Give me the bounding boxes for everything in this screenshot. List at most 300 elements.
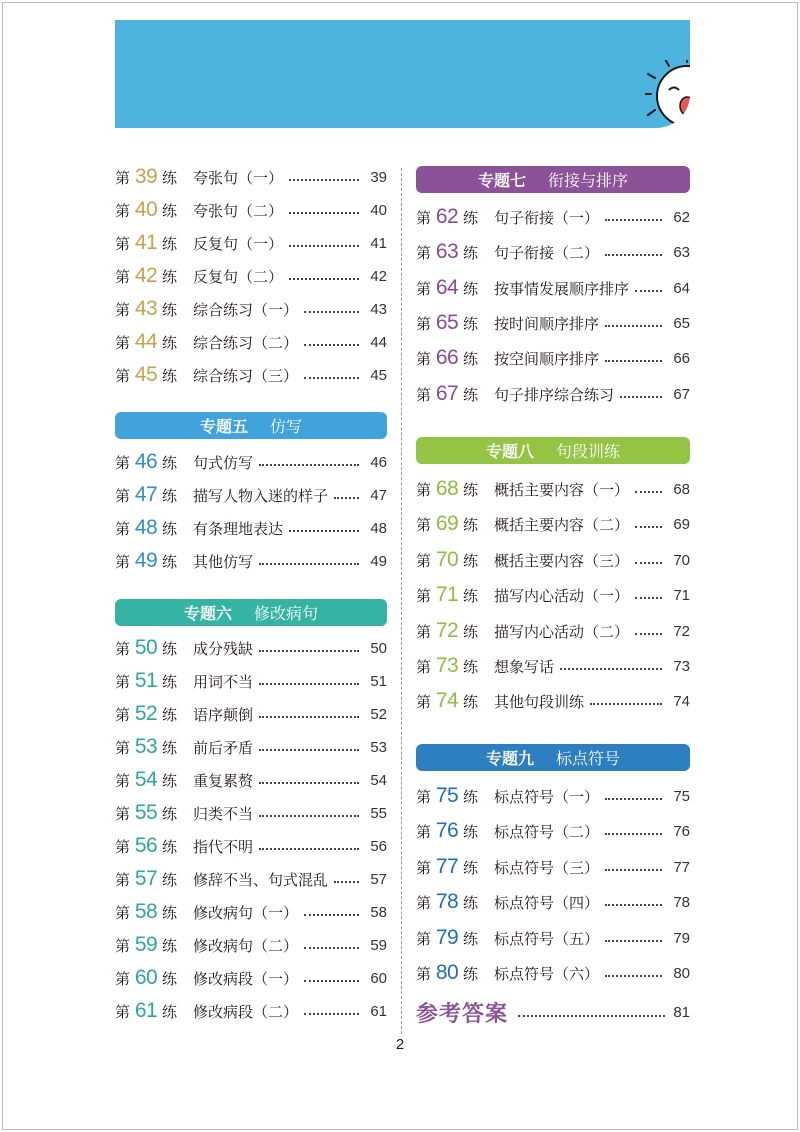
toc-entry-39[interactable] — [115, 162, 387, 192]
page-ref: 50 — [370, 639, 387, 657]
lian-label: 练 — [162, 234, 178, 253]
lian-label: 练 — [162, 519, 178, 538]
toc-entry-69[interactable] — [416, 509, 690, 539]
di-label: 第 — [115, 552, 131, 571]
di-label: 第 — [115, 639, 131, 658]
page-ref: 46 — [370, 453, 387, 471]
exercise-title: 按时间顺序排序 — [494, 314, 600, 333]
page-ref: 55 — [370, 804, 387, 822]
leader-dots — [304, 914, 359, 916]
topic-name: 标点符号 — [556, 749, 621, 768]
exercise-number: 74 — [435, 689, 459, 712]
di-label: 第 — [115, 366, 131, 385]
toc-entry-43[interactable] — [115, 294, 387, 324]
di-label: 第 — [115, 771, 131, 790]
toc-entry-40[interactable] — [115, 195, 387, 225]
exercise-number: 75 — [435, 784, 459, 807]
page-ref: 54 — [370, 771, 387, 789]
toc-entry-60[interactable] — [115, 963, 387, 993]
exercise-number: 45 — [134, 363, 158, 386]
exercise-number: 47 — [134, 483, 158, 506]
leader-dots — [605, 254, 662, 256]
lian-label: 练 — [162, 267, 178, 286]
toc-entry-53[interactable] — [115, 732, 387, 762]
toc-entry-73[interactable] — [416, 651, 690, 681]
toc-entry-41[interactable] — [115, 228, 387, 258]
page-ref: 72 — [673, 622, 690, 640]
di-label: 第 — [416, 385, 432, 404]
toc-entry-45[interactable] — [115, 360, 387, 390]
page-ref: 43 — [370, 300, 387, 318]
answers-title: 参考答案 — [416, 1001, 509, 1027]
leader-dots — [289, 530, 359, 532]
leader-dots — [334, 881, 359, 883]
leader-dots — [289, 179, 359, 181]
page-ref: 74 — [673, 692, 690, 710]
toc-entry-57[interactable] — [115, 864, 387, 894]
exercise-number: 52 — [134, 702, 158, 725]
toc-entry-79[interactable] — [416, 923, 690, 953]
page-ref: 60 — [370, 969, 387, 987]
di-label: 第 — [115, 300, 131, 319]
exercise-number: 59 — [134, 933, 158, 956]
lian-label: 练 — [162, 771, 178, 790]
di-label: 第 — [416, 208, 432, 227]
di-label: 第 — [115, 969, 131, 988]
lian-label: 练 — [463, 787, 479, 806]
exercise-title: 标点符号（二） — [494, 822, 600, 841]
leader-dots — [620, 396, 662, 398]
exercise-number: 55 — [134, 801, 158, 824]
topic-header-5[interactable] — [115, 412, 387, 439]
lian-label: 练 — [162, 936, 178, 955]
di-label: 第 — [416, 243, 432, 262]
leader-dots — [259, 782, 359, 784]
lian-label: 练 — [162, 168, 178, 187]
leader-dots — [605, 798, 662, 800]
exercise-number: 49 — [134, 549, 158, 572]
di-label: 第 — [115, 903, 131, 922]
page-ref: 78 — [673, 893, 690, 911]
leader-dots — [289, 278, 359, 280]
exercise-number: 77 — [435, 855, 459, 878]
toc-entry-56[interactable] — [115, 831, 387, 861]
toc-entry-76[interactable] — [416, 816, 690, 846]
exercise-title: 重复累赘 — [193, 771, 254, 790]
lian-label: 练 — [162, 333, 178, 352]
exercise-number: 40 — [134, 198, 158, 221]
exercise-title: 描写内心活动（二） — [494, 622, 630, 641]
di-label: 第 — [416, 787, 432, 806]
exercise-number: 43 — [134, 297, 158, 320]
di-label: 第 — [115, 168, 131, 187]
di-label: 第 — [115, 1002, 131, 1021]
exercise-number: 76 — [435, 819, 459, 842]
lian-label: 练 — [463, 822, 479, 841]
exercise-number: 51 — [134, 669, 158, 692]
page-ref: 76 — [673, 822, 690, 840]
lian-label: 练 — [463, 586, 479, 605]
leader-dots — [605, 360, 662, 362]
leader-dots — [605, 325, 662, 327]
toc-entry-80[interactable] — [416, 958, 690, 988]
exercise-number: 61 — [134, 999, 158, 1022]
exercise-title: 修改病句（二） — [193, 936, 299, 955]
sun-mascot-illustration — [645, 60, 690, 128]
page-ref: 56 — [370, 837, 387, 855]
page-ref: 70 — [673, 551, 690, 569]
lian-label: 练 — [162, 804, 178, 823]
exercise-title: 综合练习（三） — [193, 366, 299, 385]
page-ref: 51 — [370, 672, 387, 690]
leader-dots — [304, 1013, 359, 1015]
exercise-title: 综合练习（一） — [193, 300, 299, 319]
lian-label: 练 — [162, 738, 178, 757]
toc-entry-52[interactable] — [115, 699, 387, 729]
toc-entry-74[interactable] — [416, 686, 690, 716]
leader-dots — [605, 219, 662, 221]
header-banner — [115, 20, 690, 128]
exercise-number: 71 — [435, 583, 459, 606]
toc-entry-55[interactable] — [115, 798, 387, 828]
page-ref: 71 — [673, 586, 690, 604]
di-label: 第 — [115, 201, 131, 220]
lian-label: 练 — [162, 903, 178, 922]
di-label: 第 — [416, 349, 432, 368]
exercise-title: 标点符号（三） — [494, 858, 600, 877]
lian-label: 练 — [162, 201, 178, 220]
exercise-number: 50 — [134, 636, 158, 659]
topic-header-6[interactable] — [115, 599, 387, 626]
leader-dots — [259, 815, 359, 817]
exercise-title: 修改病段（二） — [193, 1002, 299, 1021]
toc-entry-61[interactable] — [115, 996, 387, 1026]
exercise-number: 44 — [134, 330, 158, 353]
toc-entry-49[interactable] — [115, 546, 387, 576]
topic-label: 专题六 — [183, 604, 232, 623]
exercise-title: 标点符号（五） — [494, 929, 600, 948]
di-label: 第 — [115, 870, 131, 889]
toc-entry-50[interactable] — [115, 633, 387, 663]
exercise-number: 54 — [134, 768, 158, 791]
lian-label: 练 — [463, 858, 479, 877]
lian-label: 练 — [463, 349, 479, 368]
column-divider — [401, 168, 402, 1034]
lian-label: 练 — [463, 480, 479, 499]
lian-label: 练 — [463, 692, 479, 711]
topic-name: 句段训练 — [556, 442, 621, 461]
toc-entry-64[interactable] — [416, 273, 690, 303]
exercise-number: 80 — [435, 961, 459, 984]
di-label: 第 — [416, 929, 432, 948]
di-label: 第 — [416, 893, 432, 912]
exercise-title: 概括主要内容（三） — [494, 551, 630, 570]
di-label: 第 — [416, 586, 432, 605]
exercise-title: 夸张句（一） — [193, 168, 284, 187]
page-ref: 40 — [370, 201, 387, 219]
leader-dots — [334, 497, 359, 499]
leader-dots — [304, 947, 359, 949]
topic-name: 仿写 — [270, 417, 303, 436]
leader-dots — [259, 563, 359, 565]
di-label: 第 — [115, 486, 131, 505]
exercise-number: 73 — [435, 654, 459, 677]
lian-label: 练 — [162, 969, 178, 988]
exercise-title: 其他句段训练 — [494, 692, 585, 711]
exercise-title: 描写人物入迷的样子 — [193, 486, 329, 505]
di-label: 第 — [416, 858, 432, 877]
exercise-number: 62 — [435, 205, 459, 228]
di-label: 第 — [115, 519, 131, 538]
page-ref: 53 — [370, 738, 387, 756]
exercise-title: 修改病段（一） — [193, 969, 299, 988]
lian-label: 练 — [162, 639, 178, 658]
exercise-number: 67 — [435, 382, 459, 405]
toc-entry-58[interactable] — [115, 897, 387, 927]
exercise-title: 概括主要内容（二） — [494, 515, 630, 534]
toc-entry-51[interactable] — [115, 666, 387, 696]
exercise-number: 70 — [435, 548, 459, 571]
toc-entry-66[interactable] — [416, 343, 690, 373]
lian-label: 练 — [463, 657, 479, 676]
topic-header-7[interactable] — [416, 166, 690, 193]
leader-dots — [259, 716, 359, 718]
di-label: 第 — [115, 267, 131, 286]
toc-entry-44[interactable] — [115, 327, 387, 357]
exercise-title: 句式仿写 — [193, 453, 254, 472]
page-ref: 77 — [673, 858, 690, 876]
page-ref: 80 — [673, 964, 690, 982]
toc-entry-46[interactable] — [115, 447, 387, 477]
lian-label: 练 — [463, 208, 479, 227]
di-label: 第 — [115, 936, 131, 955]
exercise-title: 语序颠倒 — [193, 705, 254, 724]
toc-entry-47[interactable] — [115, 480, 387, 510]
exercise-number: 48 — [134, 516, 158, 539]
lian-label: 练 — [463, 893, 479, 912]
exercise-title: 指代不明 — [193, 837, 254, 856]
page-ref: 48 — [370, 519, 387, 537]
toc-entry-48[interactable] — [115, 513, 387, 543]
exercise-title: 标点符号（四） — [494, 893, 600, 912]
exercise-number: 72 — [435, 619, 459, 642]
leader-dots — [605, 904, 662, 906]
exercise-title: 其他仿写 — [193, 552, 254, 571]
leader-dots — [635, 633, 662, 635]
exercise-number: 63 — [435, 240, 459, 263]
page-ref: 66 — [673, 349, 690, 367]
page-number: 2 — [395, 1036, 405, 1053]
exercise-number: 79 — [435, 926, 459, 949]
exercise-title: 按空间顺序排序 — [494, 349, 600, 368]
page-ref: 68 — [673, 480, 690, 498]
di-label: 第 — [115, 333, 131, 352]
page-ref: 45 — [370, 366, 387, 384]
page-ref: 49 — [370, 552, 387, 570]
leader-dots — [304, 980, 359, 982]
page-ref: 79 — [673, 929, 690, 947]
exercise-title: 前后矛盾 — [193, 738, 254, 757]
lian-label: 练 — [463, 314, 479, 333]
di-label: 第 — [115, 738, 131, 757]
exercise-title: 归类不当 — [193, 804, 254, 823]
exercise-number: 46 — [134, 450, 158, 473]
toc-entry-65[interactable] — [416, 308, 690, 338]
page-ref: 41 — [370, 234, 387, 252]
toc-entry-42[interactable] — [115, 261, 387, 291]
exercise-number: 57 — [134, 867, 158, 890]
page-ref: 52 — [370, 705, 387, 723]
page-ref: 58 — [370, 903, 387, 921]
topic-label: 专题八 — [485, 442, 534, 461]
exercise-title: 描写内心活动（一） — [494, 586, 630, 605]
leader-dots — [635, 562, 662, 564]
exercise-number: 53 — [134, 735, 158, 758]
toc-entry-72[interactable] — [416, 616, 690, 646]
exercise-title: 反复句（二） — [193, 267, 284, 286]
exercise-title: 想象写话 — [494, 657, 555, 676]
lian-label: 练 — [162, 366, 178, 385]
exercise-number: 66 — [435, 346, 459, 369]
page-ref: 42 — [370, 267, 387, 285]
toc-entry-70[interactable] — [416, 545, 690, 575]
leader-dots — [605, 975, 662, 977]
leader-dots — [259, 749, 359, 751]
exercise-title: 反复句（一） — [193, 234, 284, 253]
lian-label: 练 — [463, 929, 479, 948]
di-label: 第 — [416, 822, 432, 841]
page-ref: 81 — [673, 1003, 690, 1021]
exercise-number: 65 — [435, 311, 459, 334]
leader-dots — [518, 1015, 665, 1017]
toc-entry-68[interactable] — [416, 474, 690, 504]
page-ref: 73 — [673, 657, 690, 675]
di-label: 第 — [115, 672, 131, 691]
exercise-title: 修辞不当、句式混乱 — [193, 870, 329, 889]
di-label: 第 — [416, 657, 432, 676]
page-ref: 67 — [673, 385, 690, 403]
leader-dots — [560, 668, 662, 670]
leader-dots — [304, 311, 359, 313]
exercise-title: 概括主要内容（一） — [494, 480, 630, 499]
leader-dots — [605, 833, 662, 835]
exercise-title: 成分残缺 — [193, 639, 254, 658]
leader-dots — [259, 650, 359, 652]
toc-entry-59[interactable] — [115, 930, 387, 960]
lian-label: 练 — [162, 486, 178, 505]
leader-dots — [590, 703, 662, 705]
di-label: 第 — [416, 515, 432, 534]
di-label: 第 — [416, 622, 432, 641]
lian-label: 练 — [162, 705, 178, 724]
leader-dots — [605, 869, 662, 871]
lian-label: 练 — [463, 551, 479, 570]
toc-entry-answers[interactable] — [416, 996, 690, 1028]
exercise-number: 68 — [435, 477, 459, 500]
leader-dots — [259, 464, 359, 466]
topic-name: 衔接与排序 — [548, 171, 629, 190]
toc-entry-63[interactable] — [416, 237, 690, 267]
exercise-title: 按事情发展顺序排序 — [494, 279, 630, 298]
di-label: 第 — [115, 453, 131, 472]
toc-entry-54[interactable] — [115, 765, 387, 795]
topic-header-9[interactable] — [416, 744, 690, 771]
toc-entry-75[interactable] — [416, 781, 690, 811]
topic-label: 专题七 — [477, 171, 526, 190]
di-label: 第 — [416, 551, 432, 570]
exercise-number: 42 — [134, 264, 158, 287]
leader-dots — [635, 597, 662, 599]
exercise-title: 综合练习（二） — [193, 333, 299, 352]
lian-label: 练 — [463, 279, 479, 298]
lian-label: 练 — [463, 515, 479, 534]
exercise-title: 修改病句（一） — [193, 903, 299, 922]
leader-dots — [259, 848, 359, 850]
lian-label: 练 — [162, 552, 178, 571]
topic-header-8[interactable] — [416, 437, 690, 464]
topic-name: 修改病句 — [254, 604, 319, 623]
page-ref: 44 — [370, 333, 387, 351]
page-ref: 57 — [370, 870, 387, 888]
lian-label: 练 — [162, 1002, 178, 1021]
exercise-title: 用词不当 — [193, 672, 254, 691]
page-ref: 39 — [370, 168, 387, 186]
di-label: 第 — [416, 692, 432, 711]
di-label: 第 — [416, 480, 432, 499]
toc-entry-78[interactable] — [416, 887, 690, 917]
leader-dots — [304, 344, 359, 346]
exercise-number: 78 — [435, 890, 459, 913]
page-ref: 61 — [370, 1002, 387, 1020]
exercise-title: 夸张句（二） — [193, 201, 284, 220]
exercise-title: 句子衔接（二） — [494, 243, 600, 262]
leader-dots — [635, 526, 662, 528]
lian-label: 练 — [162, 870, 178, 889]
di-label: 第 — [115, 234, 131, 253]
leader-dots — [259, 683, 359, 685]
lian-label: 练 — [162, 300, 178, 319]
page-ref: 75 — [673, 787, 690, 805]
di-label: 第 — [115, 705, 131, 724]
di-label: 第 — [115, 804, 131, 823]
exercise-title: 标点符号（一） — [494, 787, 600, 806]
exercise-title: 句子衔接（一） — [494, 208, 600, 227]
leader-dots — [605, 940, 662, 942]
page-ref: 59 — [370, 936, 387, 954]
exercise-number: 56 — [134, 834, 158, 857]
toc-entry-62[interactable] — [416, 202, 690, 232]
lian-label: 练 — [463, 385, 479, 404]
page-ref: 62 — [673, 208, 690, 226]
exercise-title: 有条理地表达 — [193, 519, 284, 538]
leader-dots — [635, 491, 662, 493]
page-ref: 63 — [673, 243, 690, 261]
lian-label: 练 — [463, 964, 479, 983]
lian-label: 练 — [162, 837, 178, 856]
exercise-number: 41 — [134, 231, 158, 254]
exercise-title: 标点符号（六） — [494, 964, 600, 983]
toc-entry-67[interactable] — [416, 379, 690, 409]
topic-label: 专题五 — [199, 417, 248, 436]
page-ref: 47 — [370, 486, 387, 504]
leader-dots — [289, 245, 359, 247]
leader-dots — [635, 290, 662, 292]
lian-label: 练 — [162, 672, 178, 691]
toc-entry-71[interactable] — [416, 580, 690, 610]
toc-entry-77[interactable] — [416, 852, 690, 882]
exercise-number: 69 — [435, 512, 459, 535]
leader-dots — [304, 377, 359, 379]
